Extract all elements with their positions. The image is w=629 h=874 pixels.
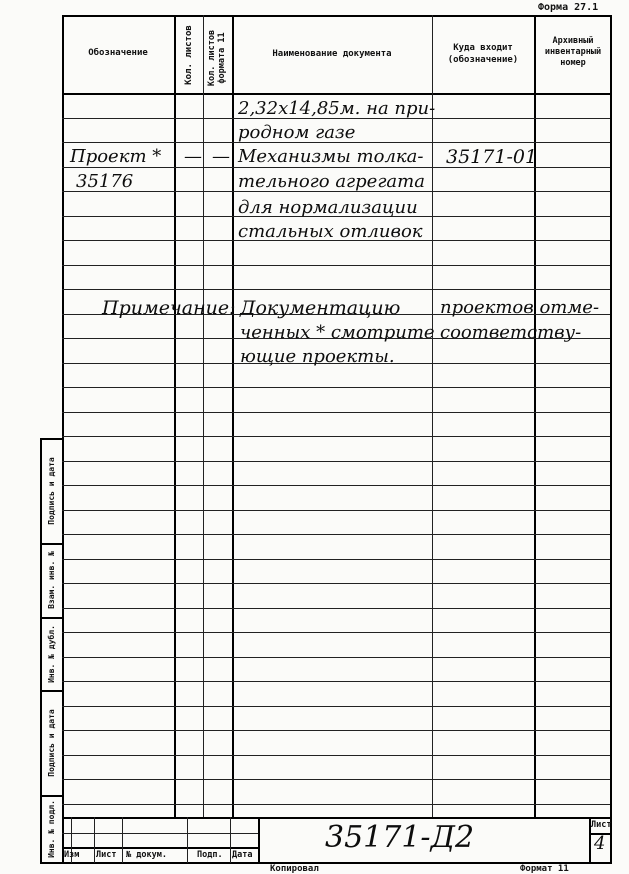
tb-data: Дата <box>232 850 253 860</box>
tb-podp: Подп. <box>197 850 223 860</box>
row1-name: 2,32x14,85м. на при- <box>238 98 436 119</box>
side-podpis-data-top: Подпись и дата <box>47 457 56 525</box>
table-row-line <box>62 265 610 266</box>
table-row-line <box>62 657 610 658</box>
table-row-line <box>62 510 610 511</box>
row5-name: для нормализации <box>238 197 418 218</box>
row3-name: Механизмы толка- <box>238 146 424 167</box>
row6-name: стальных отливок <box>238 221 423 242</box>
side-inv-dubl: Инв. № дубл. <box>47 625 56 683</box>
header-archive-number: Архивный инвентарный номер <box>544 36 602 68</box>
note-line3: ющие проекты. <box>240 346 395 367</box>
row3-where-used: 35171-01 <box>446 146 538 168</box>
table-row-line <box>62 632 610 633</box>
row3-sheet-count-a: — <box>212 146 230 167</box>
tb-sheet-number: 4 <box>594 833 606 854</box>
table-row-line <box>62 559 610 560</box>
table-row-line <box>62 779 610 780</box>
header-doc-name: Наименование документа <box>272 49 392 59</box>
row3-sheet-count: — <box>184 146 202 167</box>
note-line1-b: проектов отме- <box>440 297 600 318</box>
row4-designation: 35176 <box>76 171 134 192</box>
row2-name: родном газе <box>238 122 356 143</box>
header-sheet-count: Кол. листов <box>184 25 194 85</box>
side-podpis-data-bottom: Подпись и дата <box>47 709 56 777</box>
tb-izm: Изм <box>64 850 80 860</box>
tb-sheet-label: Лист <box>591 820 612 830</box>
note-line2-a: ченных * смотрите <box>240 322 435 343</box>
table-row-line <box>62 534 610 535</box>
row3-designation: Проект * <box>70 146 162 167</box>
note-line1-a: Документацию <box>240 297 401 319</box>
table-row-line <box>62 436 610 437</box>
table-row-line <box>62 755 610 756</box>
row4-name: тельного агрегата <box>238 171 425 192</box>
table-row-line <box>62 608 610 609</box>
side-vzam-inv: Взам. инв. № <box>47 551 56 609</box>
header-sheet-count-a: Кол. листов формата 11 <box>207 29 227 87</box>
table-row-line <box>62 412 610 413</box>
table-row-line <box>62 583 610 584</box>
header-designation: Обозначение <box>88 48 148 58</box>
side-inv-podl: Инв. № подл. <box>47 800 56 858</box>
table-row-line <box>62 706 610 707</box>
table-row-line <box>62 681 610 682</box>
table-row-line <box>62 461 610 462</box>
note-line2-b: соответству- <box>440 322 582 343</box>
form-label: Форма 27.1 <box>538 2 599 13</box>
table-row-line <box>62 485 610 486</box>
tb-designation: 35171-Д2 <box>325 820 475 855</box>
table-row-line <box>62 289 610 290</box>
tb-doc-no: № докум. <box>126 850 167 860</box>
table-row-line <box>62 730 610 731</box>
footer-kopiroval: Копировал <box>270 864 319 874</box>
footer-format: Формат 11 <box>520 864 569 874</box>
table-row-line <box>62 387 610 388</box>
header-where-used: Куда входит (обозначение) <box>447 43 519 65</box>
table-row-line <box>62 804 610 805</box>
tb-list: Лист <box>96 850 117 860</box>
note-label: Примечание: <box>102 297 236 319</box>
